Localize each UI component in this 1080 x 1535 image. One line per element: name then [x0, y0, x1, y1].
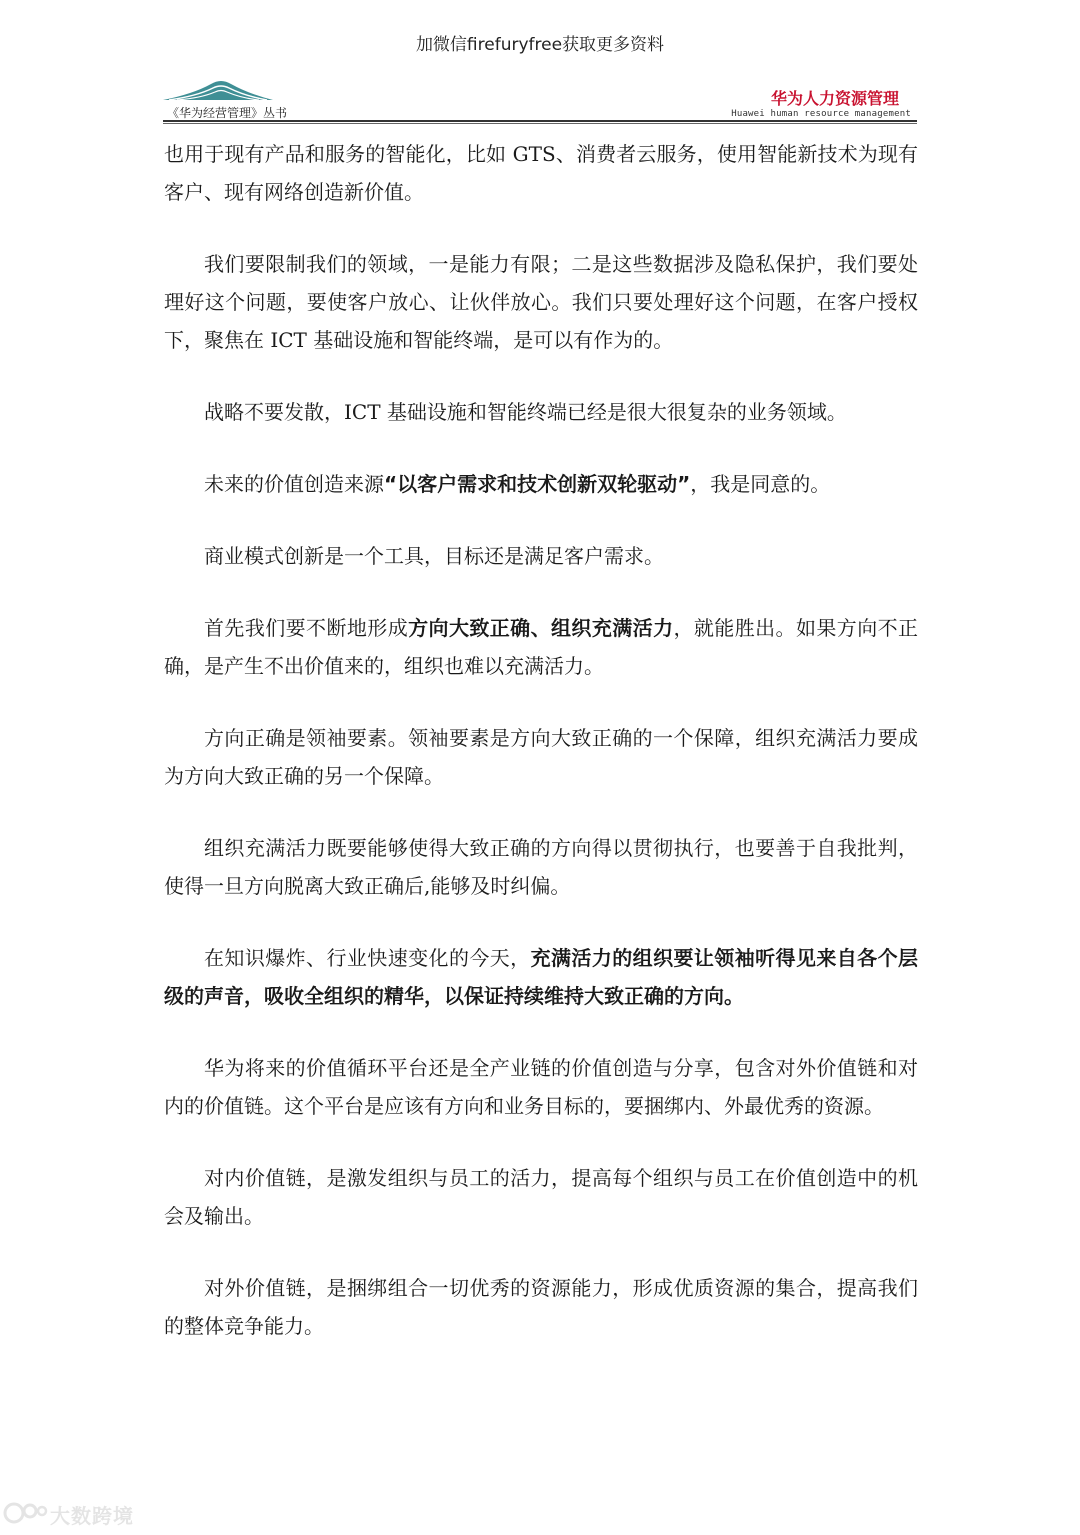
- page-header: [163, 78, 917, 124]
- top-note: 加微信firefuryfree获取更多资料: [415, 35, 665, 55]
- text-segment: 对内价值链，是激发组织与员工的活力，提高每个组织与员工在价值创造中的机会及输出。: [164, 1166, 918, 1228]
- header-divider: [163, 120, 917, 122]
- bold-text: “以客户需求和技术创新双轮驱动”: [384, 472, 691, 496]
- paragraph: [164, 1049, 918, 1125]
- text-segment: ，就能胜出。如果方向不正确，是产生不出价值来的，组织也难以充满活力。: [164, 616, 919, 678]
- paragraph: [164, 465, 918, 503]
- paragraph: [164, 135, 918, 211]
- text-segment: ，我是同意的。: [690, 472, 831, 496]
- text-segment: 方向正确是领袖要素。领袖要素是方向大致正确的一个保障，组织充满活力要成为方向大致正确的另一个保障。: [164, 726, 918, 788]
- paragraph: [164, 1269, 918, 1345]
- bold-text: 充满活力的组织要让领袖听得见来自各个层级的声音，吸收全组织的精华，以保证持续维持大致正确的方向。: [164, 946, 919, 1008]
- paragraph: [164, 829, 918, 905]
- text-segment: 组织充满活力既要能够使得大致正确的方向得以贯彻执行，也要善于自我批判，使得一旦方向脱离大致正确后,能够及时纠偏。: [164, 836, 918, 898]
- watermark-logo-icon: [2, 1499, 48, 1527]
- brand-title-cn: 华为人力资源管理: [770, 89, 899, 108]
- text-segment: 首先我们要不断地形成: [204, 616, 409, 640]
- series-title: 《华为经营管理》丛书: [167, 106, 288, 120]
- text-segment: 商业模式创新是一个工具，目标还是满足客户需求。: [204, 544, 664, 568]
- text-segment: 未来的价值创造来源: [204, 472, 384, 496]
- text-segment: 也用于现有产品和服务的智能化，比如 GTS、消费者云服务，使用智能新技术为现有客户、现有网络创造新价值。: [164, 142, 918, 204]
- paragraph: [164, 609, 918, 685]
- paragraph: [164, 537, 918, 575]
- mountain-logo-icon: [163, 78, 273, 102]
- paragraph: [164, 1159, 918, 1235]
- watermark-text: 大数跨境: [50, 1504, 134, 1528]
- header-divider-thin: [163, 123, 917, 124]
- text-segment: 战略不要发散，ICT 基础设施和智能终端已经是很大很复杂的业务领域。: [204, 400, 847, 424]
- text-segment: 我们要限制我们的领域，一是能力有限；二是这些数据涉及隐私保护，我们要处理好这个问题，要使客户放心、让伙伴放心。我们只要处理好这个问题，在客户授权下，聚焦在 ICT 基础设施和智能终端，是可以有作为的。: [164, 252, 918, 352]
- body-text: [164, 135, 918, 1379]
- watermark: [2, 1497, 152, 1529]
- text-segment: 在知识爆炸、行业快速变化的今天，: [204, 946, 531, 970]
- paragraph: [164, 939, 918, 1015]
- bold-text: 方向大致正确、组织充满活力: [408, 616, 674, 640]
- paragraph: [164, 245, 918, 359]
- paragraph: [164, 719, 918, 795]
- paragraph: [164, 393, 918, 431]
- brand-title-en: Huawei human resource management: [731, 109, 911, 119]
- text-segment: 华为将来的价值循环平台还是全产业链的价值创造与分享，包含对外价值链和对内的价值链。这个平台是应该有方向和业务目标的，要捆绑内、外最优秀的资源。: [164, 1056, 918, 1118]
- text-segment: 对外价值链，是捆绑组合一切优秀的资源能力，形成优质资源的集合，提高我们的整体竞争能力。: [164, 1276, 918, 1338]
